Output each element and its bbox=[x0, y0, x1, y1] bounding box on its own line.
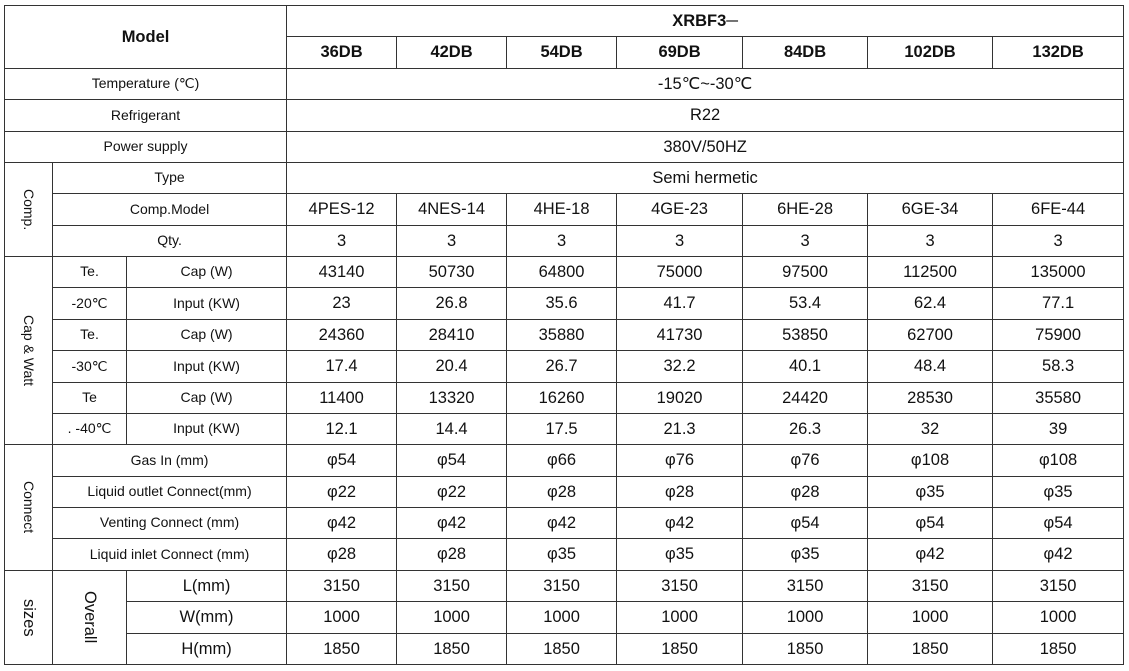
liquid-outlet-row bbox=[5, 476, 1124, 507]
refrigerant-value: R22 bbox=[287, 100, 1124, 131]
cap-cell: 13320 bbox=[397, 382, 507, 413]
input-cell: 48.4 bbox=[868, 351, 993, 382]
gas-cell: φ66 bbox=[507, 445, 617, 476]
liquid-outlet-cell: φ22 bbox=[397, 476, 507, 507]
input-cell: 26.8 bbox=[397, 288, 507, 319]
size-l-cell: 3150 bbox=[993, 570, 1124, 601]
input-cell: 77.1 bbox=[993, 288, 1124, 319]
gas-cell: φ54 bbox=[287, 445, 397, 476]
temperature-label: Temperature (℃) bbox=[5, 68, 287, 99]
connect-group-label: Connect bbox=[5, 445, 53, 571]
gas-cell: φ54 bbox=[397, 445, 507, 476]
input-cell: 14.4 bbox=[397, 413, 507, 444]
te20-label-top: Te. bbox=[53, 257, 127, 288]
spec-table bbox=[4, 5, 1124, 665]
liquid-inlet-cell: φ35 bbox=[507, 539, 617, 570]
model-name: 36DB bbox=[287, 37, 397, 68]
size-h-cell: 1850 bbox=[397, 633, 507, 665]
comp-model-cell: 6FE-44 bbox=[993, 194, 1124, 225]
gas-cell: φ76 bbox=[743, 445, 868, 476]
power-label: Power supply bbox=[5, 131, 287, 162]
size-w-row bbox=[5, 602, 1124, 633]
size-l-cell: 3150 bbox=[287, 570, 397, 601]
cap-cell: 75000 bbox=[617, 257, 743, 288]
size-h-cell: 1850 bbox=[868, 633, 993, 665]
liquid-outlet-label: Liquid outlet Connect(mm) bbox=[53, 476, 287, 507]
comp-type-value: Semi hermetic bbox=[287, 162, 1124, 193]
cap-cell: 41730 bbox=[617, 319, 743, 350]
size-l-row bbox=[5, 570, 1124, 601]
cap-cell: 11400 bbox=[287, 382, 397, 413]
venting-cell: φ42 bbox=[507, 508, 617, 539]
size-w-cell: 1000 bbox=[993, 602, 1124, 633]
input-cell: 26.3 bbox=[743, 413, 868, 444]
cap-group-label: Cap & Watt bbox=[5, 257, 53, 445]
model-header: Model bbox=[5, 6, 287, 69]
liquid-inlet-cell: φ42 bbox=[993, 539, 1124, 570]
comp-model-cell: 4NES-14 bbox=[397, 194, 507, 225]
gas-cell: φ108 bbox=[868, 445, 993, 476]
series-header: XRBF3─ bbox=[287, 6, 1124, 37]
in40-row bbox=[5, 413, 1124, 444]
liquid-inlet-row bbox=[5, 539, 1124, 570]
size-h-cell: 1850 bbox=[507, 633, 617, 665]
size-w-cell: 1000 bbox=[287, 602, 397, 633]
cap-cell: 64800 bbox=[507, 257, 617, 288]
size-h-cell: 1850 bbox=[287, 633, 397, 665]
liquid-outlet-cell: φ28 bbox=[507, 476, 617, 507]
size-h-cell: 1850 bbox=[993, 633, 1124, 665]
comp-model-cell: 6GE-34 bbox=[868, 194, 993, 225]
te20-label-bottom: -20℃ bbox=[53, 288, 127, 319]
input-cell: 32.2 bbox=[617, 351, 743, 382]
model-name: 42DB bbox=[397, 37, 507, 68]
size-l-cell: 3150 bbox=[397, 570, 507, 601]
venting-cell: φ54 bbox=[743, 508, 868, 539]
cap-cell: 28530 bbox=[868, 382, 993, 413]
input-cell: 53.4 bbox=[743, 288, 868, 319]
size-h-row bbox=[5, 633, 1124, 665]
venting-cell: φ42 bbox=[287, 508, 397, 539]
comp-qty-cell: 3 bbox=[287, 225, 397, 256]
in30-row bbox=[5, 351, 1124, 382]
size-l-cell: 3150 bbox=[743, 570, 868, 601]
size-w-cell: 1000 bbox=[743, 602, 868, 633]
gas-cell: φ108 bbox=[993, 445, 1124, 476]
model-name: 54DB bbox=[507, 37, 617, 68]
comp-qty-cell: 3 bbox=[397, 225, 507, 256]
comp-model-row bbox=[5, 194, 1124, 225]
input-cell: 62.4 bbox=[868, 288, 993, 319]
comp-model-cell: 4HE-18 bbox=[507, 194, 617, 225]
comp-model-cell: 6HE-28 bbox=[743, 194, 868, 225]
size-h-cell: 1850 bbox=[743, 633, 868, 665]
input-cell: 12.1 bbox=[287, 413, 397, 444]
comp-model-cell: 4GE-23 bbox=[617, 194, 743, 225]
gas-cell: φ76 bbox=[617, 445, 743, 476]
sizes-label-b: sizes bbox=[5, 570, 53, 664]
input-label: Input (KW) bbox=[127, 288, 287, 319]
cap30-row bbox=[5, 319, 1124, 350]
cap-cell: 97500 bbox=[743, 257, 868, 288]
liquid-outlet-cell: φ28 bbox=[743, 476, 868, 507]
comp-qty-label: Qty. bbox=[53, 225, 287, 256]
input-cell: 58.3 bbox=[993, 351, 1124, 382]
comp-type-row bbox=[5, 162, 1124, 193]
model-name: 102DB bbox=[868, 37, 993, 68]
liquid-inlet-cell: φ35 bbox=[743, 539, 868, 570]
liquid-inlet-label: Liquid inlet Connect (mm) bbox=[53, 539, 287, 570]
input-cell: 20.4 bbox=[397, 351, 507, 382]
size-w-cell: 1000 bbox=[868, 602, 993, 633]
cap-cell: 62700 bbox=[868, 319, 993, 350]
size-h-cell: 1850 bbox=[617, 633, 743, 665]
comp-qty-cell: 3 bbox=[868, 225, 993, 256]
cap-cell: 135000 bbox=[993, 257, 1124, 288]
comp-qty-row bbox=[5, 225, 1124, 256]
te40-label-bottom: . -40℃ bbox=[53, 413, 127, 444]
liquid-outlet-cell: φ22 bbox=[287, 476, 397, 507]
input-cell: 17.4 bbox=[287, 351, 397, 382]
model-name: 69DB bbox=[617, 37, 743, 68]
header-row-1 bbox=[5, 6, 1124, 37]
input-cell: 17.5 bbox=[507, 413, 617, 444]
cap-cell: 24420 bbox=[743, 382, 868, 413]
model-name: 132DB bbox=[993, 37, 1124, 68]
cap40-row bbox=[5, 382, 1124, 413]
cap20-row bbox=[5, 257, 1124, 288]
input-cell: 32 bbox=[868, 413, 993, 444]
cap-cell: 43140 bbox=[287, 257, 397, 288]
comp-model-label: Comp.Model bbox=[53, 194, 287, 225]
cap-cell: 75900 bbox=[993, 319, 1124, 350]
te40-label-top: Te bbox=[53, 382, 127, 413]
venting-cell: φ54 bbox=[868, 508, 993, 539]
te30-label-top: Te. bbox=[53, 319, 127, 350]
venting-cell: φ42 bbox=[617, 508, 743, 539]
size-w-label: W(mm) bbox=[127, 602, 287, 633]
cap-label: Cap (W) bbox=[127, 319, 287, 350]
comp-qty-cell: 3 bbox=[617, 225, 743, 256]
liquid-inlet-cell: φ35 bbox=[617, 539, 743, 570]
input-cell: 35.6 bbox=[507, 288, 617, 319]
liquid-outlet-cell: φ35 bbox=[993, 476, 1124, 507]
comp-qty-cell: 3 bbox=[993, 225, 1124, 256]
power-value: 380V/50HZ bbox=[287, 131, 1124, 162]
input-cell: 26.7 bbox=[507, 351, 617, 382]
cap-cell: 24360 bbox=[287, 319, 397, 350]
cap-cell: 35880 bbox=[507, 319, 617, 350]
liquid-outlet-cell: φ35 bbox=[868, 476, 993, 507]
input-cell: 39 bbox=[993, 413, 1124, 444]
input-label: Input (KW) bbox=[127, 351, 287, 382]
venting-cell: φ54 bbox=[993, 508, 1124, 539]
sizes-label-a: Overall bbox=[53, 570, 127, 664]
liquid-inlet-cell: φ28 bbox=[287, 539, 397, 570]
cap-cell: 16260 bbox=[507, 382, 617, 413]
input-cell: 41.7 bbox=[617, 288, 743, 319]
comp-qty-cell: 3 bbox=[507, 225, 617, 256]
venting-label: Venting Connect (mm) bbox=[53, 508, 287, 539]
cap-cell: 50730 bbox=[397, 257, 507, 288]
cap-cell: 53850 bbox=[743, 319, 868, 350]
cap-cell: 28410 bbox=[397, 319, 507, 350]
model-name: 84DB bbox=[743, 37, 868, 68]
input-cell: 23 bbox=[287, 288, 397, 319]
comp-type-label: Type bbox=[53, 162, 287, 193]
comp-qty-cell: 3 bbox=[743, 225, 868, 256]
cap-cell: 19020 bbox=[617, 382, 743, 413]
input-cell: 40.1 bbox=[743, 351, 868, 382]
te30-label-bottom: -30℃ bbox=[53, 351, 127, 382]
refrigerant-row bbox=[5, 100, 1124, 131]
gas-label: Gas In (mm) bbox=[53, 445, 287, 476]
size-w-cell: 1000 bbox=[507, 602, 617, 633]
cap-label: Cap (W) bbox=[127, 257, 287, 288]
power-row bbox=[5, 131, 1124, 162]
size-l-cell: 3150 bbox=[617, 570, 743, 601]
size-l-cell: 3150 bbox=[868, 570, 993, 601]
refrigerant-label: Refrigerant bbox=[5, 100, 287, 131]
size-l-cell: 3150 bbox=[507, 570, 617, 601]
input-cell: 21.3 bbox=[617, 413, 743, 444]
comp-model-cell: 4PES-12 bbox=[287, 194, 397, 225]
size-l-label: L(mm) bbox=[127, 570, 287, 601]
gas-row bbox=[5, 445, 1124, 476]
venting-cell: φ42 bbox=[397, 508, 507, 539]
cap-label: Cap (W) bbox=[127, 382, 287, 413]
cap-cell: 112500 bbox=[868, 257, 993, 288]
liquid-inlet-cell: φ28 bbox=[397, 539, 507, 570]
in20-row bbox=[5, 288, 1124, 319]
liquid-outlet-cell: φ28 bbox=[617, 476, 743, 507]
comp-group-label: Comp. bbox=[5, 162, 53, 256]
size-w-cell: 1000 bbox=[617, 602, 743, 633]
size-h-label: H(mm) bbox=[127, 633, 287, 665]
cap-cell: 35580 bbox=[993, 382, 1124, 413]
liquid-inlet-cell: φ42 bbox=[868, 539, 993, 570]
input-label: Input (KW) bbox=[127, 413, 287, 444]
venting-row bbox=[5, 508, 1124, 539]
size-w-cell: 1000 bbox=[397, 602, 507, 633]
temperature-value: -15℃~-30℃ bbox=[287, 68, 1124, 99]
temperature-row bbox=[5, 68, 1124, 99]
